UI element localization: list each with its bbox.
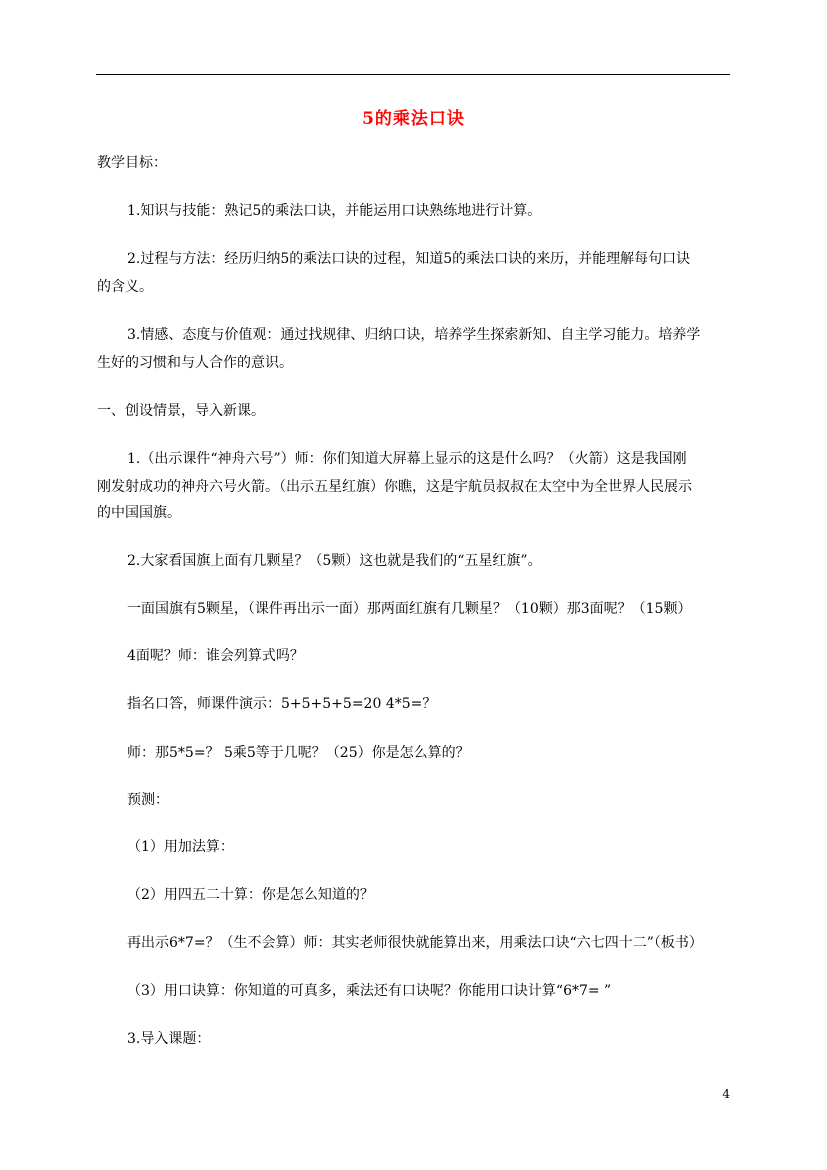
paragraph: （3）用口诀算：你知道的可真多，乘法还有口诀呢？你能用口诀计算“6*7= ” [127,983,612,999]
paragraph: 的中国国旗。 [97,505,181,521]
paragraph: 1.知识与技能：熟记5的乘法口诀，并能运用口诀熟练地进行计算。 [127,203,542,219]
paragraph: 3.情感、态度与价值观：通过找规律、归纳口诀，培养学生探索新知、自主学习能力。培养学 [127,327,701,343]
paragraph: （2）用四五二十算：你是怎么知道的？ [127,887,374,903]
paragraph: 刚发射成功的神舟六号火箭。（出示五星红旗）你瞧，这是宇航员叔叔在太空中为全世界人民展示 [97,479,692,495]
paragraph: 预测： [127,792,169,808]
paragraph: 一、创设情景，导入新课。 [97,403,265,419]
paragraph: 的含义。 [97,279,153,295]
document-title: 5的乘法口诀 [362,109,465,129]
paragraph: 生好的习惯和与人合作的意识。 [97,355,293,371]
paragraph: 4面呢？师：谁会列算式吗？ [127,648,304,664]
paragraph: 再出示6*7=？（生不会算）师：其实老师很快就能算出来，用乘法口诀“六七四十二”（板书） [127,935,703,951]
paragraph: 一面国旗有5颗星，（课件再出示一面）那两面红旗有几颗星？（10颗）那3面呢？（15颗） [127,601,692,617]
paragraph: 教学目标： [97,155,167,171]
paragraph: 指名口答，师课件演示：5+5+5+5=20 4*5=？ [127,696,437,712]
paragraph: 2.过程与方法：经历归纳5的乘法口诀的过程，知道5的乘法口诀的来历，并能理解每句口诀 [127,251,691,267]
paragraph: 2.大家看国旗上面有几颗星？（5颗）这也就是我们的“五星红旗”。 [127,553,542,569]
paragraph: 师：那5*5=？ 5乘5等于几呢？（25）你是怎么算的？ [127,745,470,761]
paragraph: 3.导入课题： [127,1031,211,1047]
header-rule [96,74,730,75]
paragraph: 1.（出示课件“神舟六号”）师：你们知道大屏幕上显示的这是什么吗？（火箭）这是我国刚 [127,451,687,467]
paragraph: （1）用加法算： [127,839,234,855]
page-number: 4 [722,1087,730,1101]
